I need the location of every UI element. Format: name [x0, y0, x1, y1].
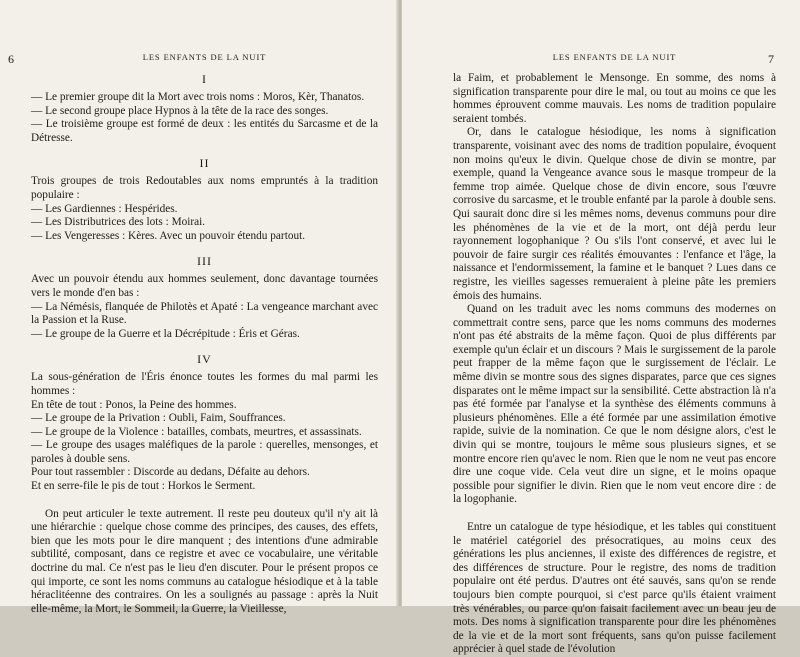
text-line: La sous-génération de l'Éris énonce toutes les formes du mal parmi les hommes :	[31, 371, 378, 397]
text-line: — Les Distributrices des lots : Moirai.	[31, 216, 206, 229]
text-line: En tête de tout : Ponos, la Peine des hommes.	[31, 398, 237, 411]
text-line: — Le premier groupe dit la Mort avec trois noms : Moros, Kèr, Thanatos.	[31, 91, 365, 103]
text-line: Et en serre-file le pis de tout : Horkos le Serment.	[31, 480, 256, 493]
text-line: Pour tout rassembler : Discorde au dedans, Défaite au dehors.	[31, 466, 310, 479]
text-line: — Les Gardiennes : Hespérides.	[31, 202, 178, 215]
section-numeral: II	[199, 156, 210, 171]
page-number: 7	[768, 52, 774, 66]
text-line: — Le second groupe place Hypnos à la tête de la race des songes.	[31, 104, 329, 117]
text-line: — Les Vengeresses : Kères. Avec un pouvoir étendu partout.	[31, 229, 306, 242]
running-head: LES ENFANTS DE LA NUIT	[142, 52, 267, 62]
text-line: — Le troisième groupe est formé de deux : les entités du Sarcasme et de la Détresse.	[31, 118, 378, 144]
page-number: 6	[8, 52, 14, 66]
text-line: — La Némésis, flanquée de Philotès et Apaté : La vengeance marchant avec la Passion et la Ruse.	[31, 300, 378, 327]
section-numeral: I	[202, 72, 207, 86]
text-line: — Le groupe de la Violence : batailles, combats, meurtres, et assassinats.	[31, 425, 362, 438]
text-line: Trois groupes de trois Redoutables aux noms empruntés à la tradition populaire :	[31, 175, 378, 201]
section-numeral: IV	[197, 352, 212, 367]
body-paragraph: Quand on les traduit avec les noms communs des modernes on commettrait contre sens, parce que les noms communs des modernes n'ont pas été abstraits de la même façon. Quoi de plus différents par exemple qu'un éclair et un discours ? Mais le surgissement de la parole peut frapper de la même façon que le surgissement de l'éclair. Le même divin se montre sous des signes disparates, parce que ces signes disparates ont le même impact sur la sensibilité. Cette abstraction là n'a pas été formée par l'analyse et la synthèse des éléments communs à plusieurs phénomènes. Elle a été formée par une assimilation émotive rapide, suivie de la nomination. Ce que le nom désigne alors, c'est le divin qui se montre, toujours le même sous plusieurs signes, et se montre encore rien qu'avec le nom. Rien que le nom ne veut pas encore dire une coque vide. Cela veut dire un signe, et le moins opaque possible pour signifier le divin. Rien que le nom veut encore dire : de la logophanie.	[453, 303, 776, 506]
text-line: — Le groupe de la Privation : Oubli, Faim, Souffrances.	[31, 412, 286, 425]
right-page	[402, 0, 800, 656]
text-line: — Le groupe de la Guerre et la Décrépitude : Éris et Géras.	[31, 327, 300, 340]
body-paragraph: la Faim, et probablement le Mensonge. En somme, des noms à signification transparente pour dire le mal, ou tout au moins ce que les hommes éprouvent comme mauvais. Les noms de tradition populaire seraient tombés.	[453, 72, 776, 125]
section-numeral: III	[197, 254, 212, 269]
text-line: — Le groupe des usages maléfiques de la parole : querelles, mensonges, et paroles à double sens.	[31, 439, 378, 465]
body-paragraph: On peut articuler le texte autrement. Il reste peu douteux qu'il n'y ait là une hiérarchie : quelque chose comme des principes, des causes, des effets, bien que les mots pour le dire manquent ; des intentions d'une admirable subtilité, composant, dans ce registre et avec ce vocabulaire, une véritable doctrine du mal. Ce n'est pas le lieu d'en discuter. Pour le présent propos ce qui importe, ce sont les noms communs au catalogue hésiodique et à la table héraclitéenne des contraires. On les a soulignés au passage : après la Nuit elle-même, la Mort, le Sommeil, la Guerre, la Vieillesse,	[31, 507, 378, 615]
text-line: Avec un pouvoir étendu aux hommes seulement, donc davantage tournées vers le monde d'en bas :	[31, 273, 378, 299]
body-paragraph: Entre un catalogue de type hésiodique, et les tables qui constituent le matériel catégoriel des présocratiques, au moins ceux des générations les plus anciennes, il existe des différences de registre, et des différences de structure. Pour le registre, des noms de tradition populaire ont été perdus. D'autres ont été sauvés, sans qu'on se rende toujours bien compte pourquoi, si c'est parce qu'ils étaient vraiment très vénérables, ou parce qu'on faisait facilement avec un beau jeu de mots. Des noms à signification transparente pour dire les phénomènes de la vie et de la mort sont fréquents, sans qu'on puisse facilement apprécier à quel stade de l'évolution	[453, 521, 776, 656]
running-head: LES ENFANTS DE LA NUIT	[552, 52, 677, 62]
body-paragraph: Or, dans le catalogue hésiodique, les noms à signification transparente, voisinant avec des noms de tradition populaire, évoquent non moins qu'eux le divin. Quelque chose de divin se montre, par exemple, quand la Vengeance avance sous le masque trompeur de la femme trop aimée. Quelque chose de divin encore, sous l'œuvre corrosive du sarcasme, et le trouble enfanté par la parole à double sens. Qui saurait donc dire si les mêmes noms, devenus communs pour dire les phénomènes de la vie et de la mort, ont déjà perdu leur rayonnement logophanique ? Ou s'ils l'ont conservé, et avec lui le pouvoir de faire surgir ces réalités émouvantes : l'enfance et l'âge, la naissance et l'endormissement, la famine et le banquet ? Lues dans ce registre, les vieilles sagesses remueraient à pleine pâte les premiers émois des humains.	[453, 126, 776, 302]
left-page	[0, 0, 398, 615]
